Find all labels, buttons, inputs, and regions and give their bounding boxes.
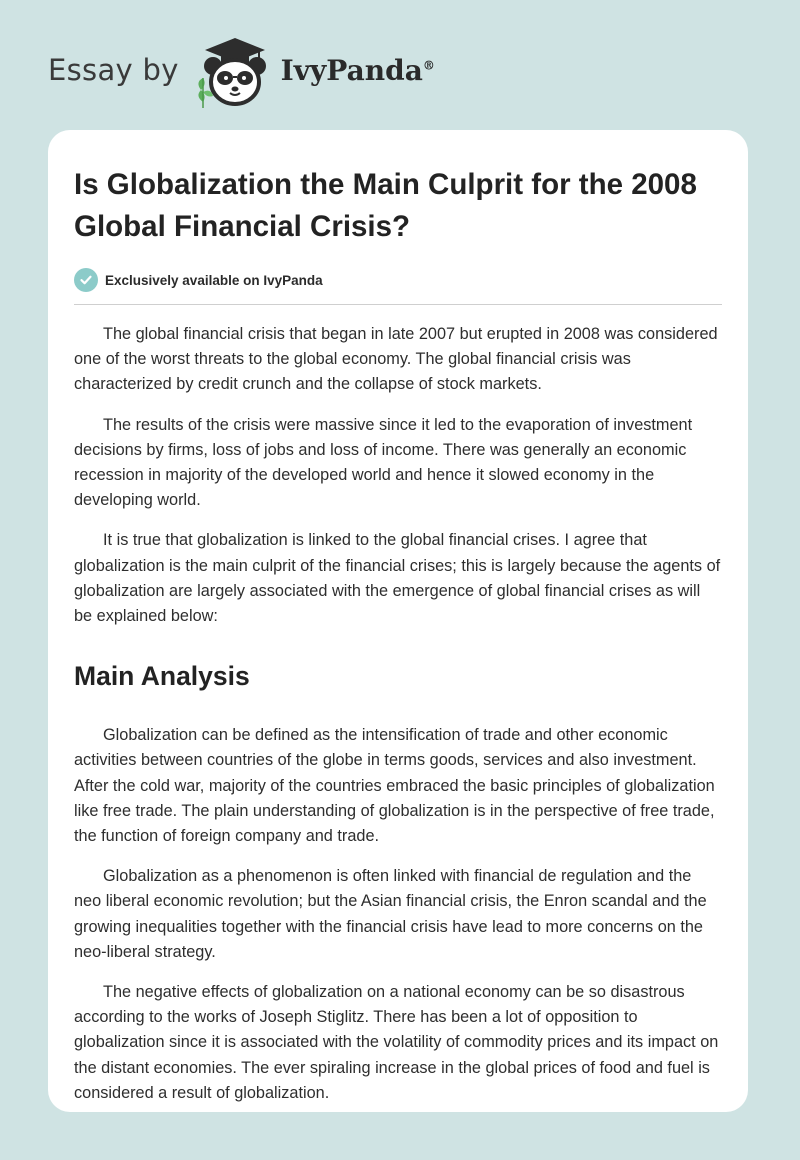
divider — [74, 304, 722, 305]
ivypanda-logo-icon[interactable] — [193, 30, 277, 110]
site-header — [48, 30, 435, 110]
essay-card — [48, 130, 748, 1112]
paragraph: The results of the crisis were massive since it led to the evaporation of investment decisions by firms, loss of jobs and loss of income. There was generally an economic recession in majority of the developed world and hence it slowed economy in the developing world. — [74, 415, 693, 510]
page-title: Is Globalization the Main Culprit for the 2008 Global Financial Crisis? — [74, 168, 697, 243]
paragraph: Globalization as a phenomenon is often linked with financial de regulation and the neo liberal economic revolution; but the Asian financial crisis, the Enron scandal and the growing inequalities together with the financial crisis have lead to more concerns on the neo-liberal strategy. — [74, 867, 707, 961]
registered-mark: ® — [422, 58, 435, 73]
intro-section — [74, 322, 722, 629]
essay-by-label: Essay by — [48, 53, 179, 87]
paragraph: It is true that globalization is linked to the global financial crises. I agree that globalization is the main culprit of the financial crises; this is largely because the agents of globalization are largely associated with the emergence of global financial crises as will be explained below: — [74, 531, 721, 626]
brand-name[interactable]: IvyPanda® — [280, 53, 435, 87]
exclusive-badge — [74, 267, 722, 293]
paragraph: The global financial crisis that began in late 2007 but erupted in 2008 was considered one of the worst threats to the global economy. The global financial crisis was characterized by credit crunch and the collapse of stock markets. — [74, 325, 718, 394]
paragraph: The negative effects of globalization on a national economy can be so disastrous according to the works of Joseph Stiglitz. There has been a lot of opposition to globalization since it is associated with the volatility of commodity prices and its impact on the distant economies. The ever spiraling increase in the global prices of food and fuel is considered a result of globalization. — [74, 983, 719, 1102]
badge-label: Exclusively available on IvyPanda — [105, 272, 323, 288]
check-icon — [74, 268, 98, 292]
paragraph: Globalization can be defined as the intensification of trade and other economic activities between countries of the globe in terms goods, services and also investment. After the cold war, majority of the countries embraced the basic principles of globalization like free trade. The plain understanding of globalization is in the perspective of free trade, the function of foreign company and trade. — [74, 726, 715, 846]
section-heading: Main Analysis — [74, 661, 250, 692]
analysis-section — [74, 723, 722, 1106]
